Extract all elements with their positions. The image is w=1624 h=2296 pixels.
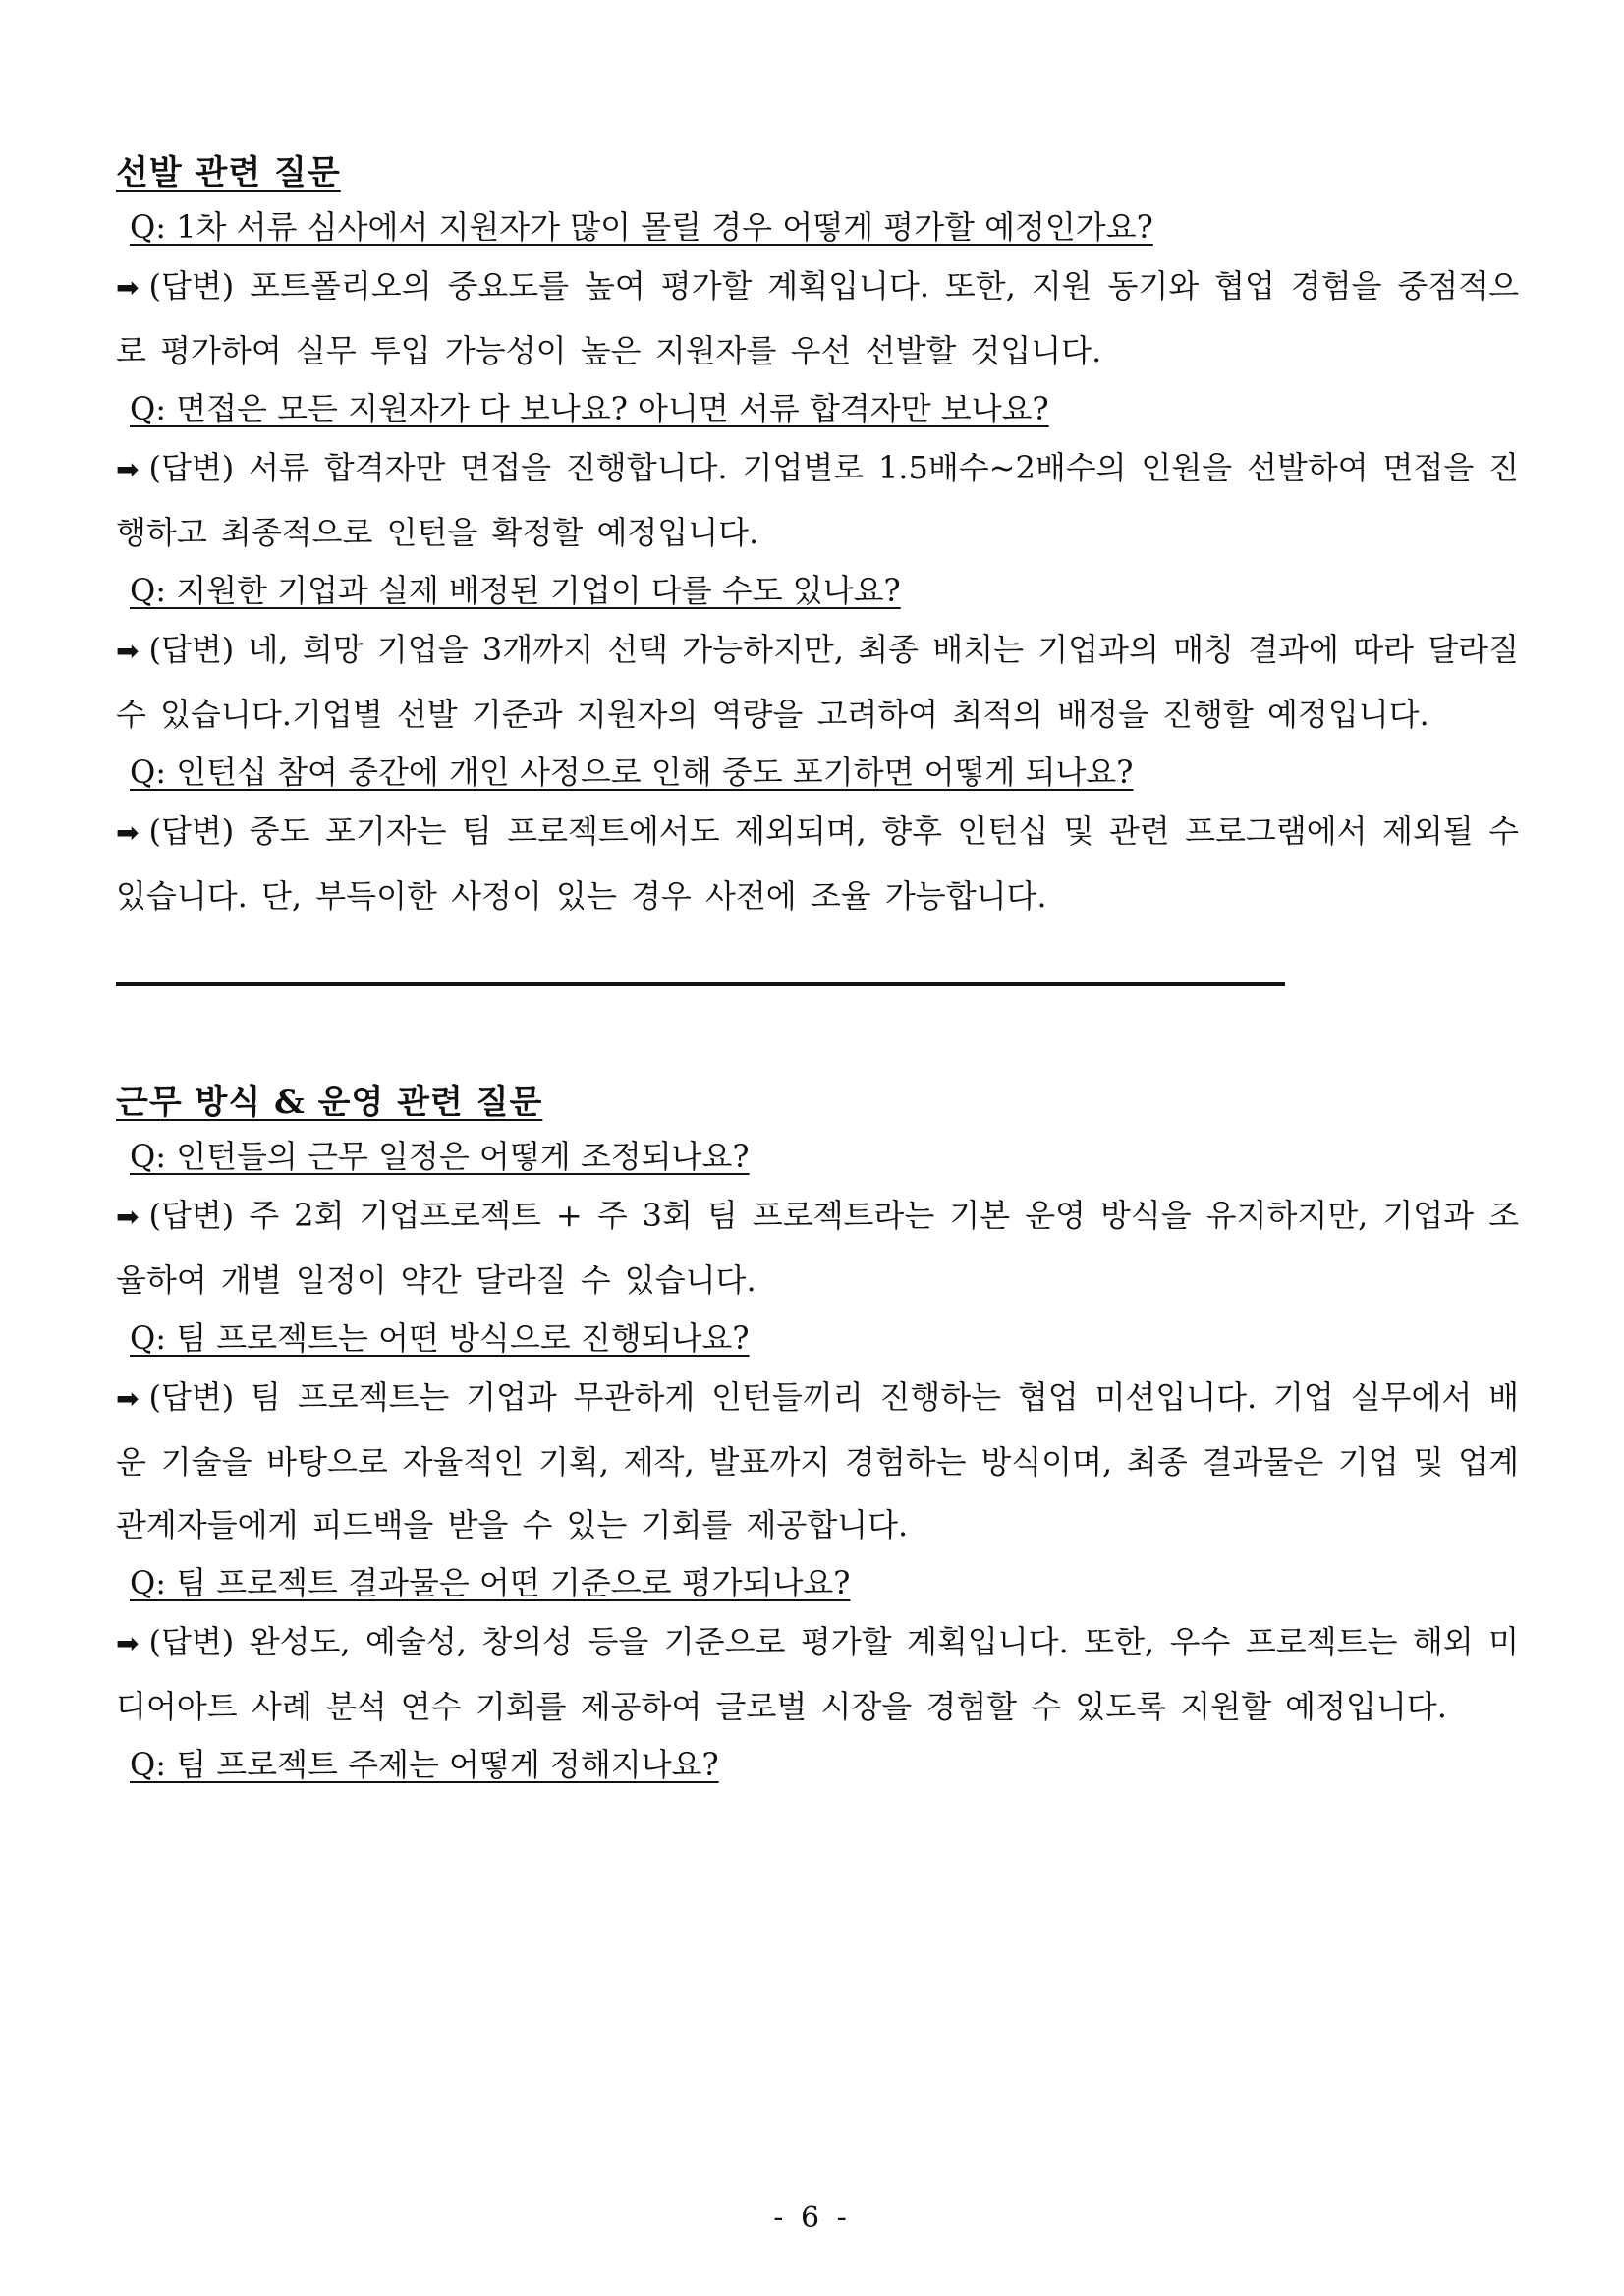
answer: ➡ (답변) 주 2회 기업프로젝트 + 주 3회 팀 프로젝트라는 기본 운영 방식을 유지하지만, 기업과 조율하여 개별 일정이 약간 달라질 수 있습니다. xyxy=(116,1197,1519,1299)
answer: ➡ (답변) 완성도, 예술성, 창의성 등을 기준으로 평가할 계획입니다. 또한, 우수 프로젝트는 해외 미디어아트 사례 분석 연수 기회를 제공하여 글로벌 시장을 경험할 수 있도록 지원할 예정입니다. xyxy=(116,1623,1519,1725)
arrow-right-icon: ➡ xyxy=(116,635,140,667)
answer: ➡ (답변) 팀 프로젝트는 기업과 무관하게 인턴들끼리 진행하는 협업 미션입니다. 기업 실무에서 배운 기술을 바탕으로 자율적인 기획, 제작, 발표까지 경험하는 방식이며, 최종 결과물은 기업 및 업계 관계자들에게 피드백을 받을 수 있는 기회를 제공합니다. xyxy=(116,1378,1519,1543)
question: Q: 팀 프로젝트는 어떤 방식으로 진행되나요? xyxy=(130,1319,750,1357)
section-divider xyxy=(116,982,1285,986)
arrow-right-icon: ➡ xyxy=(116,1627,140,1659)
document-page xyxy=(116,145,1519,1792)
arrow-right-icon: ➡ xyxy=(116,271,140,304)
answer: ➡ (답변) 포트폴리오의 중요도를 높여 평가할 계획입니다. 또한, 지원 동기와 협업 경험을 중점적으로 평가하여 실무 투입 가능성이 높은 지원자를 우선 선발할 것입니다. xyxy=(116,267,1519,369)
question: Q: 인턴십 참여 중간에 개인 사정으로 인해 중도 포기하면 어떻게 되나요? xyxy=(130,754,1134,791)
arrow-right-icon: ➡ xyxy=(116,816,140,849)
question: Q: 팀 프로젝트 결과물은 어떤 기준으로 평가되나요? xyxy=(130,1564,851,1601)
answer: ➡ (답변) 네, 희망 기업을 3개까지 선택 가능하지만, 최종 배치는 기업과의 매칭 결과에 따라 달라질 수 있습니다.기업별 선발 기준과 지원자의 역량을 고려하여 최적의 배정을 진행할 예정입니다. xyxy=(116,631,1519,733)
arrow-right-icon: ➡ xyxy=(116,1382,140,1415)
answer: ➡ (답변) 중도 포기자는 팀 프로젝트에서도 제외되며, 향후 인턴십 및 관련 프로그램에서 제외될 수 있습니다. 단, 부득이한 사정이 있는 경우 사전에 조율 가능합니다. xyxy=(116,812,1519,915)
question: Q: 1차 서류 심사에서 지원자가 많이 몰릴 경우 어떻게 평가할 예정인가요? xyxy=(130,208,1153,246)
page-number: - 6 - xyxy=(773,2201,851,2235)
question: Q: 팀 프로젝트 주제는 어떻게 정해지나요? xyxy=(130,1746,719,1783)
question: Q: 인턴들의 근무 일정은 어떻게 조정되나요? xyxy=(130,1138,750,1175)
arrow-right-icon: ➡ xyxy=(116,1201,140,1233)
arrow-right-icon: ➡ xyxy=(116,453,140,485)
question: Q: 면접은 모든 지원자가 다 보나요? 아니면 서류 합격자만 보나요? xyxy=(130,390,1049,427)
section-title-selection: 선발 관련 질문 xyxy=(116,153,341,193)
question: Q: 지원한 기업과 실제 배정된 기업이 다를 수도 있나요? xyxy=(130,572,901,609)
answer: ➡ (답변) 서류 합격자만 면접을 진행합니다. 기업별로 1.5배수~2배수의 인원을 선발하여 면접을 진행하고 최종적으로 인턴을 확정할 예정입니다. xyxy=(116,449,1519,551)
section-title-operations: 근무 방식 & 운영 관련 질문 xyxy=(116,1083,543,1122)
